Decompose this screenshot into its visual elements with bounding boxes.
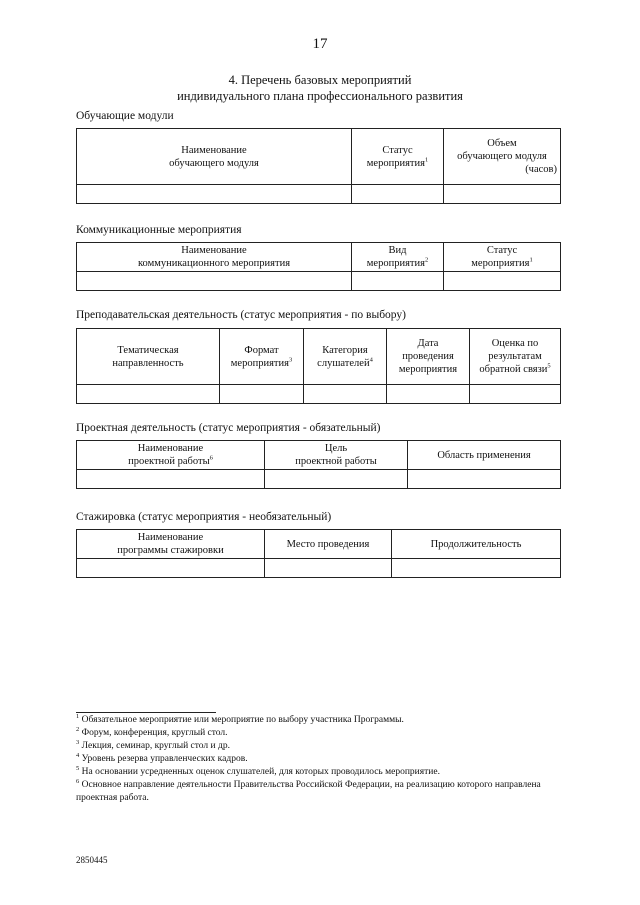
title-line-1: 4. Перечень базовых мероприятий xyxy=(228,73,412,87)
title-line-2: индивидуального плана профессионального развития xyxy=(177,89,463,103)
table-row xyxy=(77,559,561,578)
table-cell[interactable] xyxy=(444,185,561,204)
table-cell[interactable] xyxy=(265,470,408,489)
footnote-2: $^2$ Форум, конференция, круглый стол. xyxy=(76,725,228,738)
table-row xyxy=(77,470,561,489)
table-cell[interactable] xyxy=(444,272,561,291)
table-cell[interactable] xyxy=(352,185,444,204)
table-cell[interactable] xyxy=(265,559,392,578)
table-cell[interactable] xyxy=(77,559,265,578)
header-cell-communication-name: Наименование коммуникационного мероприятия xyxy=(77,243,352,272)
table-cell[interactable] xyxy=(220,385,304,404)
footnote-divider xyxy=(76,712,216,713)
table-cell[interactable] xyxy=(77,470,265,489)
header-cell-event-date: Дата проведения мероприятия xyxy=(387,329,470,385)
section-label-modules: Обучающие модули xyxy=(76,110,174,122)
table-cell[interactable] xyxy=(77,385,220,404)
footnote-1: $^1$ Обязательное мероприятие или мероприятие по выбору участника Программы. xyxy=(76,712,404,725)
table-row xyxy=(77,272,561,291)
header-cell-event-status: Статус мероприятия$^1$ xyxy=(352,129,444,185)
header-cell-project-goal: Цель проектной работы xyxy=(265,441,408,470)
footnote-3: $^3$ Лекция, семинар, круглый стол и др. xyxy=(76,738,230,751)
header-cell-duration: Продолжительность xyxy=(392,530,561,559)
header-cell-event-format: Формат мероприятия$^3$ xyxy=(220,329,304,385)
table-header-row xyxy=(77,530,561,559)
header-cell-module-name: Наименование обучающего модуля xyxy=(77,129,352,185)
page-number: 17 xyxy=(312,36,328,52)
section-label-project: Проектная деятельность (статус мероприятия - обязательный) xyxy=(76,422,381,434)
page-title xyxy=(0,72,640,104)
header-cell-application-area: Область применения xyxy=(408,441,561,470)
table-row xyxy=(77,185,561,204)
table-communication xyxy=(76,242,561,291)
table-cell[interactable] xyxy=(408,470,561,489)
header-cell-thematic-focus: Тематическая направленность xyxy=(77,329,220,385)
section-label-internship: Стажировка (статус мероприятия - необязательный) xyxy=(76,511,332,523)
header-cell-location: Место проведения xyxy=(265,530,392,559)
footnote-4: $^4$ Уровень резерва управленческих кадров. xyxy=(76,751,248,764)
table-modules xyxy=(76,128,561,204)
table-row xyxy=(77,385,561,404)
section-label-communication: Коммуникационные мероприятия xyxy=(76,224,242,236)
footnote-6: $^6$ Основное направление деятельности Правительства Российской Федерации, на реализацию которого направлена проектная работа. xyxy=(76,777,541,803)
document-number: 2850445 xyxy=(76,855,108,865)
table-internship xyxy=(76,529,561,578)
table-cell[interactable] xyxy=(387,385,470,404)
footnote-5: $^5$ На основании усредненных оценок слушателей, для которых проводилось мероприятие. xyxy=(76,764,440,777)
footnotes xyxy=(76,714,566,805)
header-cell-feedback-score: Оценка по результатам обратной связи$^5$ xyxy=(470,329,561,385)
table-cell[interactable] xyxy=(304,385,387,404)
header-cell-event-type: Вид мероприятия$^2$ xyxy=(352,243,444,272)
table-cell[interactable] xyxy=(392,559,561,578)
table-cell[interactable] xyxy=(77,185,352,204)
table-cell[interactable] xyxy=(352,272,444,291)
header-cell-module-volume: Объем обучающего модуля (часов) xyxy=(444,129,561,185)
header-cell-audience-category: Категория слушателей$^4$ xyxy=(304,329,387,385)
section-label-teaching: Преподавательская деятельность (статус мероприятия - по выбору) xyxy=(76,309,406,321)
header-cell-event-status: Статус мероприятия$^1$ xyxy=(444,243,561,272)
table-header-row xyxy=(77,243,561,272)
table-teaching xyxy=(76,328,561,404)
header-cell-program-name: Наименование программы стажировки xyxy=(77,530,265,559)
table-header-row xyxy=(77,441,561,470)
table-cell[interactable] xyxy=(77,272,352,291)
table-header-row xyxy=(77,329,561,385)
header-cell-project-name: Наименование проектной работы$^6$ xyxy=(77,441,265,470)
table-header-row xyxy=(77,129,561,185)
table-project xyxy=(76,440,561,489)
table-cell[interactable] xyxy=(470,385,561,404)
